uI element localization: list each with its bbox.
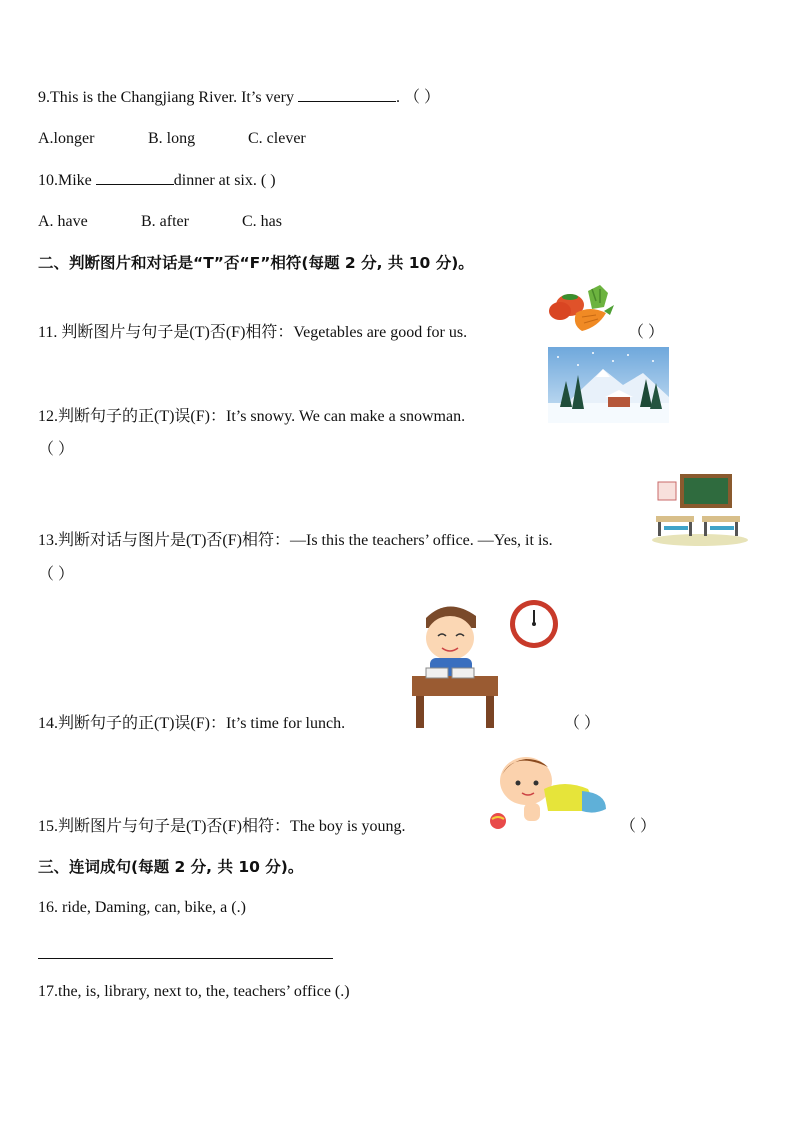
question-9 <box>38 87 440 108</box>
question-10-option-c[interactable]: C. has <box>242 213 282 230</box>
question-9-option-a[interactable]: A.longer <box>38 130 95 147</box>
question-13-answer-parens[interactable]: （ ） <box>38 566 75 583</box>
question-16-answer-line[interactable] <box>38 958 333 959</box>
question-12-answer-parens[interactable]: （ ） <box>38 441 75 458</box>
crawling-baby-image <box>484 753 614 833</box>
question-11-text: 11. 判断图片与句子是(T)否(F)相符：Vegetables are good for us. <box>38 324 468 341</box>
section-2-heading: 二、判断图片和对话是“T”否“F”相符(每题 2 分, 共 10 分)。 <box>38 254 474 272</box>
question-9-option-b[interactable]: B. long <box>148 130 196 147</box>
question-9-option-c[interactable]: C. clever <box>248 130 306 147</box>
question-16-text: 16. ride, Daming, can, bike, a (.) <box>38 899 246 916</box>
section-3-heading: 三、连词成句(每题 2 分, 共 10 分)。 <box>38 858 304 876</box>
question-10-option-b[interactable]: B. after <box>141 213 189 230</box>
question-11-answer-parens[interactable]: （ ） <box>628 324 665 341</box>
question-14-answer-parens[interactable]: （ ） <box>564 715 601 732</box>
question-14-text: 14.判断句子的正(T)误(F)：It’s time for lunch. <box>38 715 346 732</box>
question-12-text: 12.判断句子的正(T)误(F)：It’s snowy. We can make a snowman. <box>38 408 466 425</box>
question-9-text: 9.This is the Changjiang River. It’s very <box>38 89 298 106</box>
question-10-end: dinner at six. ( ) <box>173 172 276 189</box>
question-10 <box>38 170 276 191</box>
question-10-option-a[interactable]: A. have <box>38 213 88 230</box>
question-17-text: 17.the, is, library, next to, the, teachers’ office (.) <box>38 983 350 1000</box>
question-9-blank[interactable] <box>298 87 396 102</box>
boy-eating-lunch-and-clock-image <box>412 598 560 730</box>
question-10-blank[interactable] <box>96 170 174 185</box>
classroom-image <box>650 472 750 547</box>
question-15-text: 15.判断图片与句子是(T)否(F)相符：The boy is young. <box>38 818 406 835</box>
snowy-landscape-image <box>548 347 669 423</box>
question-15-answer-parens[interactable]: （ ） <box>620 818 657 835</box>
question-10-text: 10.Mike <box>38 172 96 189</box>
question-13-text: 13.判断对话与图片是(T)否(F)相符：—Is this the teachers’ office. —Yes, it is. <box>38 532 553 549</box>
vegetables-image <box>548 283 618 335</box>
question-9-end: . （ ） <box>395 89 440 106</box>
